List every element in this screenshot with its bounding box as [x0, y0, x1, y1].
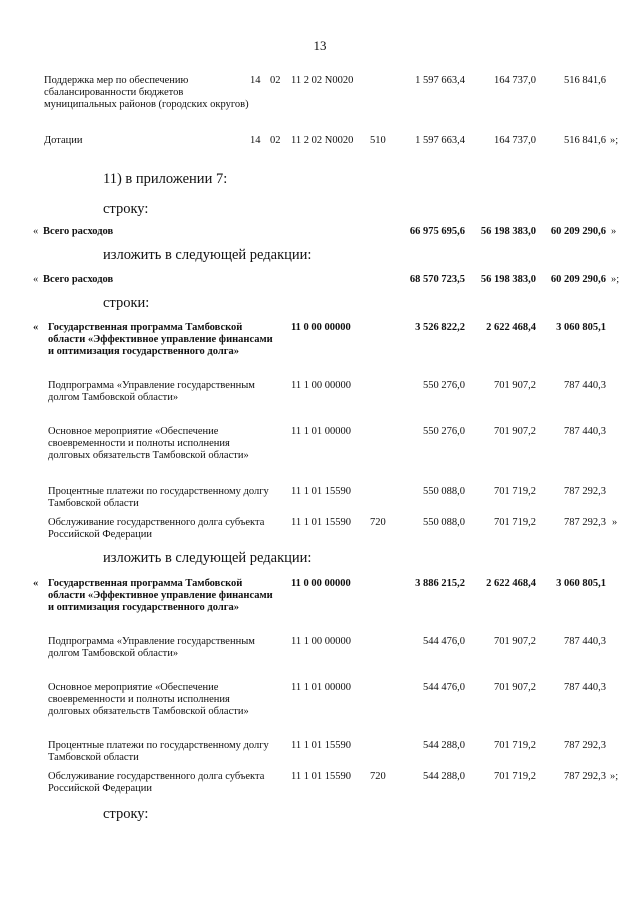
table-row-csr: 11 1 00 00000: [291, 636, 351, 647]
table-row-v3: 3 060 805,1: [556, 322, 606, 333]
table-row-v2: 701 719,2: [494, 517, 536, 528]
opening-quote: «: [33, 274, 39, 285]
table-row-v3: 787 292,3: [564, 486, 606, 497]
table-row-v1: 1 597 663,4: [415, 135, 465, 146]
table-row-csr: 11 1 01 15590: [291, 771, 351, 782]
table-row-v1: 550 088,0: [423, 517, 465, 528]
total-v3: 60 209 290,6: [550, 226, 606, 237]
table-row-v1: 550 276,0: [423, 426, 465, 437]
instruction-appendix-7: 11) в приложении 7:: [103, 171, 228, 187]
table-row-v3: 3 060 805,1: [556, 578, 606, 589]
table-row-csr: 11 2 02 N0020: [291, 75, 354, 86]
table-row-v2: 701 719,2: [494, 771, 536, 782]
instruction-line: строку:: [103, 201, 149, 217]
table-row-vr: 510: [370, 135, 386, 146]
table-row-csr: 11 1 01 00000: [291, 426, 351, 437]
table-row-v2: 701 907,2: [494, 636, 536, 647]
closing-quote: »: [612, 517, 618, 528]
table-row-vr: 720: [370, 771, 386, 782]
table-row-name: Обслуживание государственного долга субъекта Российской Федерации: [48, 517, 265, 540]
table-row-rz: 14: [250, 135, 261, 146]
table-row-v2: 701 719,2: [494, 486, 536, 497]
instruction-line: строку:: [103, 806, 149, 822]
total-label: Всего расходов: [43, 274, 114, 285]
table-row-v3: 787 440,3: [564, 426, 606, 437]
table-row-name: Государственная программа Тамбовской области «Эффективное управление финансами и оптимизация государственного долга»: [48, 322, 273, 357]
table-row-csr: 11 1 01 00000: [291, 682, 351, 693]
table-row-pr: 02: [270, 75, 281, 86]
table-row-csr: 11 1 00 00000: [291, 380, 351, 391]
table-row-name: Процентные платежи по государственному долгу Тамбовской области: [48, 486, 269, 509]
table-row-v1: 550 276,0: [423, 380, 465, 391]
table-row-v3: 787 440,3: [564, 682, 606, 693]
table-row-csr: 11 0 00 00000: [291, 322, 351, 333]
total-v1: 68 570 723,5: [409, 274, 465, 285]
table-row-v1: 3 526 822,2: [415, 322, 465, 333]
table-row-csr: 11 0 00 00000: [291, 578, 351, 589]
table-row-v3: 787 292,3: [564, 517, 606, 528]
closing-quote: »;: [610, 771, 619, 782]
closing-quote: »;: [611, 274, 620, 285]
table-row-csr: 11 2 02 N0020: [291, 135, 354, 146]
total-v2: 56 198 383,0: [480, 226, 536, 237]
table-row-rz: 14: [250, 75, 261, 86]
table-row-name: Подпрограмма «Управление государственным долгом Тамбовской области»: [48, 380, 255, 403]
table-row-name: Государственная программа Тамбовской области «Эффективное управление финансами и оптимизация государственного долга»: [48, 578, 273, 613]
table-row-v2: 701 719,2: [494, 740, 536, 751]
table-row-csr: 11 1 01 15590: [291, 517, 351, 528]
table-row-csr: 11 1 01 15590: [291, 486, 351, 497]
total-v1: 66 975 695,6: [409, 226, 465, 237]
opening-quote: «: [33, 578, 39, 589]
table-row-v3: 787 440,3: [564, 636, 606, 647]
table-row-name: Дотации: [44, 135, 83, 146]
table-row-pr: 02: [270, 135, 281, 146]
table-row-v1: 544 288,0: [423, 740, 465, 751]
table-row-v3: 516 841,6: [564, 75, 606, 86]
table-row-v2: 701 907,2: [494, 682, 536, 693]
total-label: Всего расходов: [43, 226, 114, 237]
table-row-v1: 3 886 215,2: [415, 578, 465, 589]
opening-quote: «: [33, 322, 39, 333]
page-number: 13: [313, 38, 327, 53]
table-row-v3: 787 440,3: [564, 380, 606, 391]
table-row-v1: 544 476,0: [423, 682, 465, 693]
instruction-line: изложить в следующей редакции:: [103, 247, 312, 263]
table-row-v3: 516 841,6: [564, 135, 606, 146]
opening-quote: «: [33, 226, 39, 237]
table-row-v1: 550 088,0: [423, 486, 465, 497]
table-row-v1: 544 476,0: [423, 636, 465, 647]
table-row-v2: 164 737,0: [494, 75, 536, 86]
instruction-line: строки:: [103, 295, 150, 311]
table-row-name: Поддержка мер по обеспечению сбалансированности бюджетов муниципальных районов (городских округов): [44, 75, 249, 110]
table-row-v2: 701 907,2: [494, 380, 536, 391]
total-v3: 60 209 290,6: [550, 274, 606, 285]
table-row-v3: 787 292,3: [564, 740, 606, 751]
table-row-name: Основное мероприятие «Обеспечение своевременности и полноты исполнения долговых обязательств Тамбовской области»: [48, 426, 249, 461]
table-row-v1: 544 288,0: [423, 771, 465, 782]
table-row-v2: 164 737,0: [494, 135, 536, 146]
table-row-v1: 1 597 663,4: [415, 75, 465, 86]
table-row-name: Подпрограмма «Управление государственным долгом Тамбовской области»: [48, 636, 255, 659]
table-row-vr: 720: [370, 517, 386, 528]
table-row-name: Обслуживание государственного долга субъекта Российской Федерации: [48, 771, 265, 794]
table-row-v2: 2 622 468,4: [486, 322, 536, 333]
table-row-v2: 2 622 468,4: [486, 578, 536, 589]
closing-quote: »: [611, 226, 617, 237]
total-v2: 56 198 383,0: [480, 274, 536, 285]
table-row-v3: 787 292,3: [564, 771, 606, 782]
table-row-csr: 11 1 01 15590: [291, 740, 351, 751]
table-row-v2: 701 907,2: [494, 426, 536, 437]
table-row-name: Процентные платежи по государственному долгу Тамбовской области: [48, 740, 269, 763]
table-row-name: Основное мероприятие «Обеспечение своевременности и полноты исполнения долговых обязательств Тамбовской области»: [48, 682, 249, 717]
closing-quote: »;: [610, 135, 619, 146]
instruction-line: изложить в следующей редакции:: [103, 550, 312, 566]
